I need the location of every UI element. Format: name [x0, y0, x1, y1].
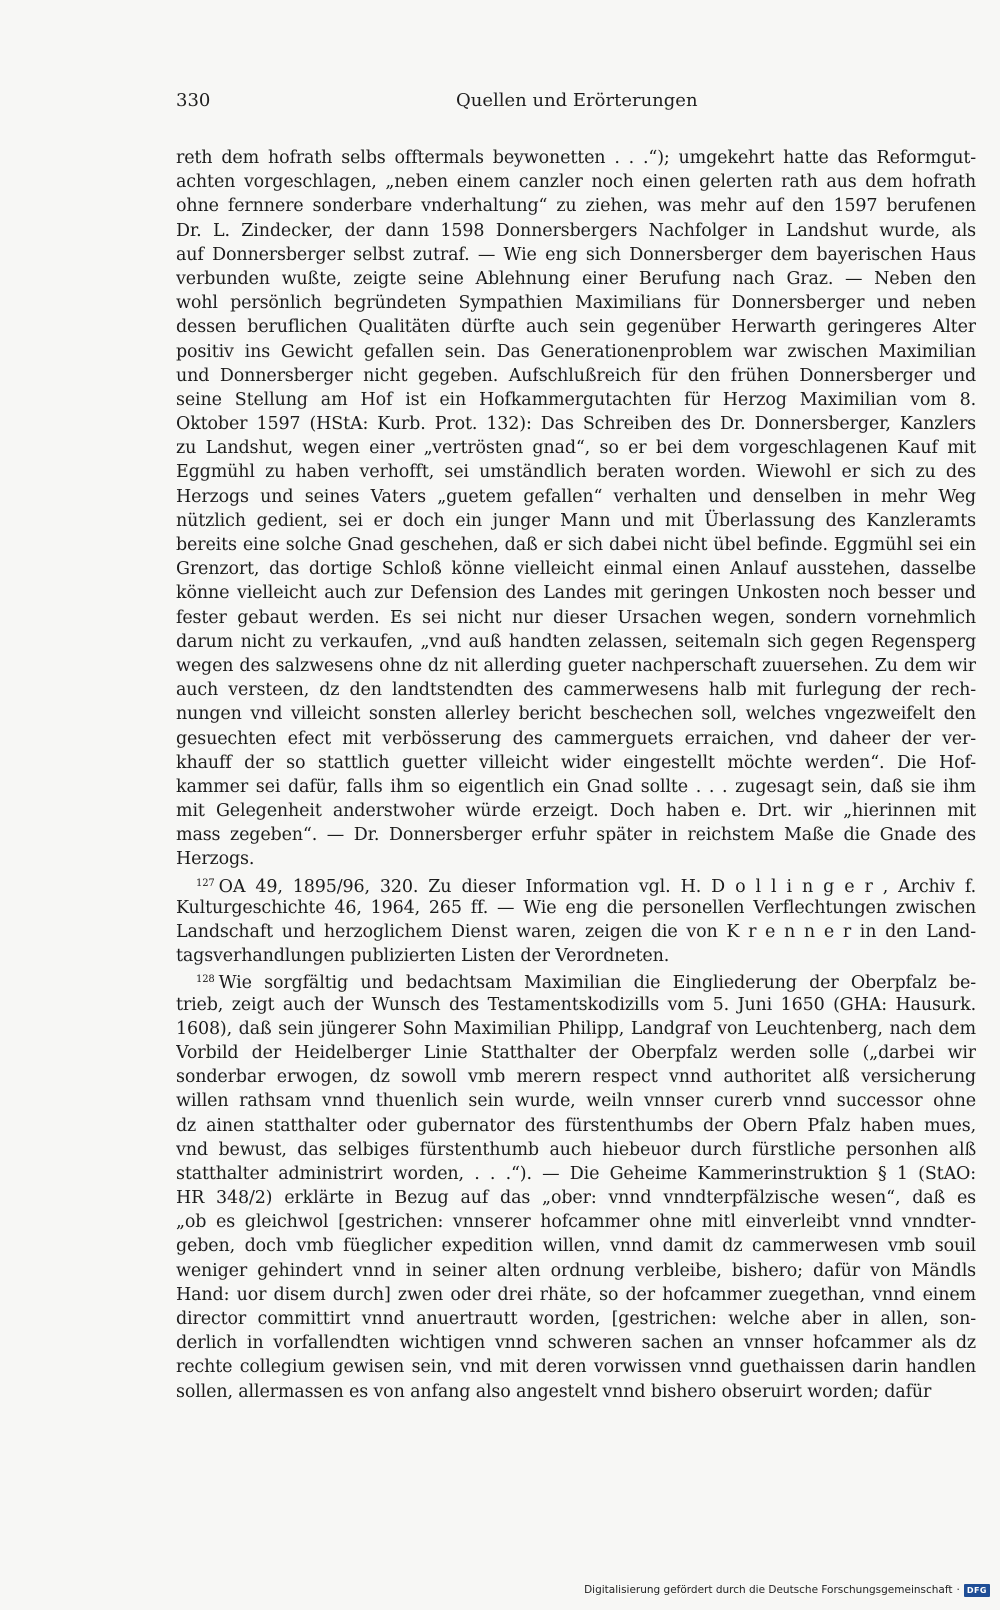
- line-text: Oktober 1597 (HStA: Kurb. Prot. 132): Das Schreiben des Dr. Donnersberger, Kanzlers: [176, 414, 976, 435]
- line-text: statthalter administrirt worden, . . .“). — Die Geheime Kammerinstruktion § 1 (StAO:: [176, 1163, 976, 1184]
- text-line: [176, 1307, 976, 1331]
- text-line: [176, 412, 976, 436]
- text-line: [176, 1283, 976, 1307]
- text-line: [176, 896, 976, 920]
- text-line: [176, 1065, 976, 1089]
- line-text: Hand: uor disem durch] zwen oder drei rhäte, so der hofcammer zuegethan, vnnd einem: [176, 1284, 976, 1305]
- line-text: auch versteen, dz den landtstendten des cammerwesens halb mit furlegung der rech-: [176, 680, 976, 701]
- footnote-128: [176, 968, 976, 1403]
- text-line: [176, 1186, 976, 1210]
- line-text: ohne fernnere sonderbare vnderhaltung“ zu ziehen, was mehr auf den 1597 berufenen: [176, 196, 976, 217]
- line-text: seine Stellung am Hof ist ein Hofkammergutachten für Herzog Maximilian vom 8.: [176, 389, 976, 410]
- text-line: [176, 1041, 976, 1065]
- text-line: [176, 1089, 976, 1113]
- text-line: [176, 1259, 976, 1283]
- text-line: [176, 509, 976, 533]
- footnote-127: [176, 872, 976, 969]
- line-text: Herzogs.: [176, 849, 255, 870]
- line-text: kammer sei dafür, falls ihm so eigentlich ein Gnad sollte . . . zugesagt sein, daß sie ihm: [176, 776, 976, 797]
- text-line: [176, 533, 976, 557]
- dfg-logo: DFG: [964, 1584, 990, 1597]
- line-text: sonderbar erwogen, dz sowoll vmb merern respect vnnd authoritet alß versicherung: [176, 1067, 976, 1088]
- line-text: tagsverhandlungen publizierten Listen der Verordneten.: [176, 946, 670, 967]
- text-block: [176, 146, 976, 1404]
- line-text: mit Gelegenheit anderstwoher würde erzeigt. Doch haben e. Drt. wir „hierinnen mit: [176, 801, 976, 822]
- text-line: [176, 751, 976, 775]
- text-line: [176, 968, 976, 992]
- line-text: und Donnersberger nicht gegeben. Aufschlußreich für den frühen Donnersberger und: [176, 365, 976, 386]
- text-line: [176, 630, 976, 654]
- line-text: geben, doch vmb füeglicher expedition willen, vnnd damit dz cammerwesen vmb souil: [176, 1236, 976, 1257]
- text-line: [176, 267, 976, 291]
- line-text: achten vorgeschlagen, „neben einem canzler noch einen gelerten rath aus dem hofrath: [176, 172, 976, 193]
- line-text: auf Donnersberger selbst zutraf. — Wie eng sich Donnersberger dem bayerischen Haus: [176, 244, 976, 265]
- text-line: [176, 872, 976, 896]
- line-text: dessen beruflichen Qualitäten dürfte auch sein gegenüber Herwarth geringeres Alter: [176, 317, 976, 338]
- line-text: Wie sorgfältig und bedachtsam Maximilian die Eingliederung der Oberpfalz be-: [218, 973, 976, 993]
- line-text: 1608), daß sein jüngerer Sohn Maximilian Philipp, Landgraf von Leuchtenberg, nach dem: [176, 1018, 976, 1039]
- text-line: [176, 1017, 976, 1041]
- text-line: [176, 194, 976, 218]
- line-text: Grenzort, das dortige Schloß könne vielleicht einmal einen Anlauf ausstehen, dasselbe: [176, 559, 976, 580]
- text-line: [176, 775, 976, 799]
- line-text: reth dem hofrath selbs offtermals beywonetten . . .“); umgekehrt hatte das Reformgut-: [176, 148, 976, 168]
- line-text: verbunden wußte, zeigte seine Ablehnung einer Berufung nach Graz. — Neben den: [176, 268, 976, 289]
- body-paragraph: [176, 146, 976, 872]
- line-text: rechte collegium gewisen sein, vnd mit deren vorwissen vnnd guethaissen darin handlen: [176, 1357, 976, 1378]
- line-text: könne vielleicht auch zur Defension des Landes mit geringen Unkosten noch besser und: [176, 583, 976, 604]
- text-line: [176, 799, 976, 823]
- line-text: Eggmühl zu haben verhofft, sei umständlich beraten worden. Wiewohl er sich zu des: [176, 462, 976, 483]
- text-line: [176, 557, 976, 581]
- text-line: [176, 1210, 976, 1234]
- line-text: wegen des salzwesens ohne dz nit allerding gueter nachperschaft zuuersehen. Zu dem wir: [176, 655, 976, 676]
- line-text: OA 49, 1895/96, 320. Zu dieser Information vgl. H. D o l l i n g e r , Archiv f.: [218, 876, 976, 896]
- text-line: [176, 1331, 976, 1355]
- footer-credit: [584, 1582, 990, 1598]
- line-text: Vorbild der Heidelberger Linie Statthalter der Oberpfalz werden solle („darbei wir: [176, 1042, 976, 1063]
- text-line: [176, 823, 976, 847]
- text-line: [176, 460, 976, 484]
- text-line: [176, 1234, 976, 1258]
- line-text: HR 348/2) erklärte in Bezug auf das „ober: vnnd vnndterpfälzische wesen“, daß es: [176, 1188, 976, 1209]
- text-line: [176, 1355, 976, 1379]
- footer-credit-text: Digitalisierung gefördert durch die Deutsche Forschungsgemeinschaft: [584, 1584, 953, 1596]
- text-line: [176, 315, 976, 339]
- footnote-number: 127: [196, 877, 215, 889]
- text-line: [176, 1380, 976, 1404]
- line-text: gesuechten efect mit verbösserung des cammerguets erraichen, vnd daheer der ver-: [176, 728, 976, 749]
- line-text: khauff der so stattlich guetter villeicht wider eingestellt möchte werden“. Die Hof-: [176, 752, 976, 773]
- line-text: bereits eine solche Gnad geschehen, daß er sich dabei nicht übel befinde. Eggmühl sei ein: [176, 535, 976, 555]
- line-text: Dr. L. Zindecker, der dann 1598 Donnersbergers Nachfolger in Landshut wurde, als: [176, 220, 976, 241]
- line-text: fester gebaut werden. Es sei nicht nur dieser Ursachen wegen, sondern vornehmlich: [176, 607, 976, 628]
- text-line: [176, 920, 976, 944]
- text-line: [176, 1138, 976, 1162]
- line-text: weniger gehindert vnnd in seiner alten ordnung verbleibe, bishero; dafür von Mändls: [176, 1260, 976, 1281]
- text-line: [176, 1114, 976, 1138]
- page-number: 330: [176, 90, 211, 111]
- footnote-number: 128: [196, 974, 215, 986]
- footer-separator: ·: [956, 1584, 960, 1596]
- line-text: dz ainen statthalter oder gubernator des fürstenthumbs der Obern Pfalz haben mues,: [176, 1115, 976, 1136]
- text-line: [176, 340, 976, 364]
- line-text: willen rathsam vnnd thuenlich sein wurde, weiln vnnser curerb vnnd successor ohne: [176, 1091, 976, 1112]
- line-text: nützlich gedient, sei er doch ein junger Mann und mit Überlassung des Kanzleramts: [176, 510, 976, 531]
- text-line: [176, 944, 976, 968]
- text-line: [176, 847, 976, 871]
- line-text: darum nicht zu verkaufen, „vnd auß handten zelassen, seitemaln sich gegen Regensperg: [176, 631, 976, 652]
- line-text: mass zegeben“. — Dr. Donnersberger erfuhr später in reichstem Maße die Gnade des: [176, 825, 976, 846]
- text-line: [176, 243, 976, 267]
- line-text: Herzogs und seines Vaters „guetem gefallen“ verhalten und denselben in mehr Weg: [176, 486, 976, 507]
- line-text: trieb, zeigt auch der Wunsch des Testamentskodizills vom 5. Juni 1650 (GHA: Hausurk.: [176, 994, 976, 1015]
- text-line: [176, 581, 976, 605]
- line-text: „ob es gleichwol [gestrichen: vnnserer hofcammer ohne mitl einverleibt vnnd vnndter-: [176, 1212, 976, 1233]
- line-text: wohl persönlich begründeten Sympathien Maximilians für Donnersberger und neben: [176, 293, 976, 314]
- text-line: [176, 654, 976, 678]
- text-line: [176, 146, 976, 170]
- line-text: zu Landshut, wegen einer „vertrösten gnad“, so er bei dem vorgeschlagenen Kauf mit: [176, 438, 976, 459]
- line-text: vnd bewust, das selbiges fürstenthumb auch hiebeuor durch fürstliche personhen alß: [176, 1139, 976, 1160]
- text-line: [176, 388, 976, 412]
- text-line: [176, 170, 976, 194]
- text-line: [176, 219, 976, 243]
- line-text: nungen vnd villeicht sonsten allerley bericht beschechen soll, welches vngezweifelt den: [176, 704, 976, 725]
- line-text: Landschaft und herzoglichem Dienst waren, zeigen die von K r e n n e r in den Land-: [176, 922, 976, 942]
- line-text: positiv ins Gewicht gefallen sein. Das Generationenproblem war zwischen Maximilian: [176, 341, 976, 362]
- text-line: [176, 436, 976, 460]
- text-line: [176, 291, 976, 315]
- text-line: [176, 727, 976, 751]
- text-line: [176, 702, 976, 726]
- text-line: [176, 993, 976, 1017]
- text-line: [176, 364, 976, 388]
- text-line: [176, 606, 976, 630]
- page-header: [176, 90, 976, 120]
- running-head: Quellen und Erörterungen: [456, 90, 698, 111]
- text-line: [176, 678, 976, 702]
- line-text: sollen, allermassen es von anfang also angestelt vnnd bishero obseruirt worden; dafür: [176, 1381, 932, 1402]
- line-text: director committirt vnnd anuertrautt worden, [gestrichen: welche aber in allen, son-: [176, 1309, 976, 1329]
- line-text: derlich in vorfallendten wichtigen vnnd schweren sachen an vnnser hofcammer als dz: [176, 1333, 976, 1354]
- text-line: [176, 485, 976, 509]
- line-text: Kulturgeschichte 46, 1964, 265 ff. — Wie eng die personellen Verflechtungen zwischen: [176, 897, 976, 918]
- text-line: [176, 1162, 976, 1186]
